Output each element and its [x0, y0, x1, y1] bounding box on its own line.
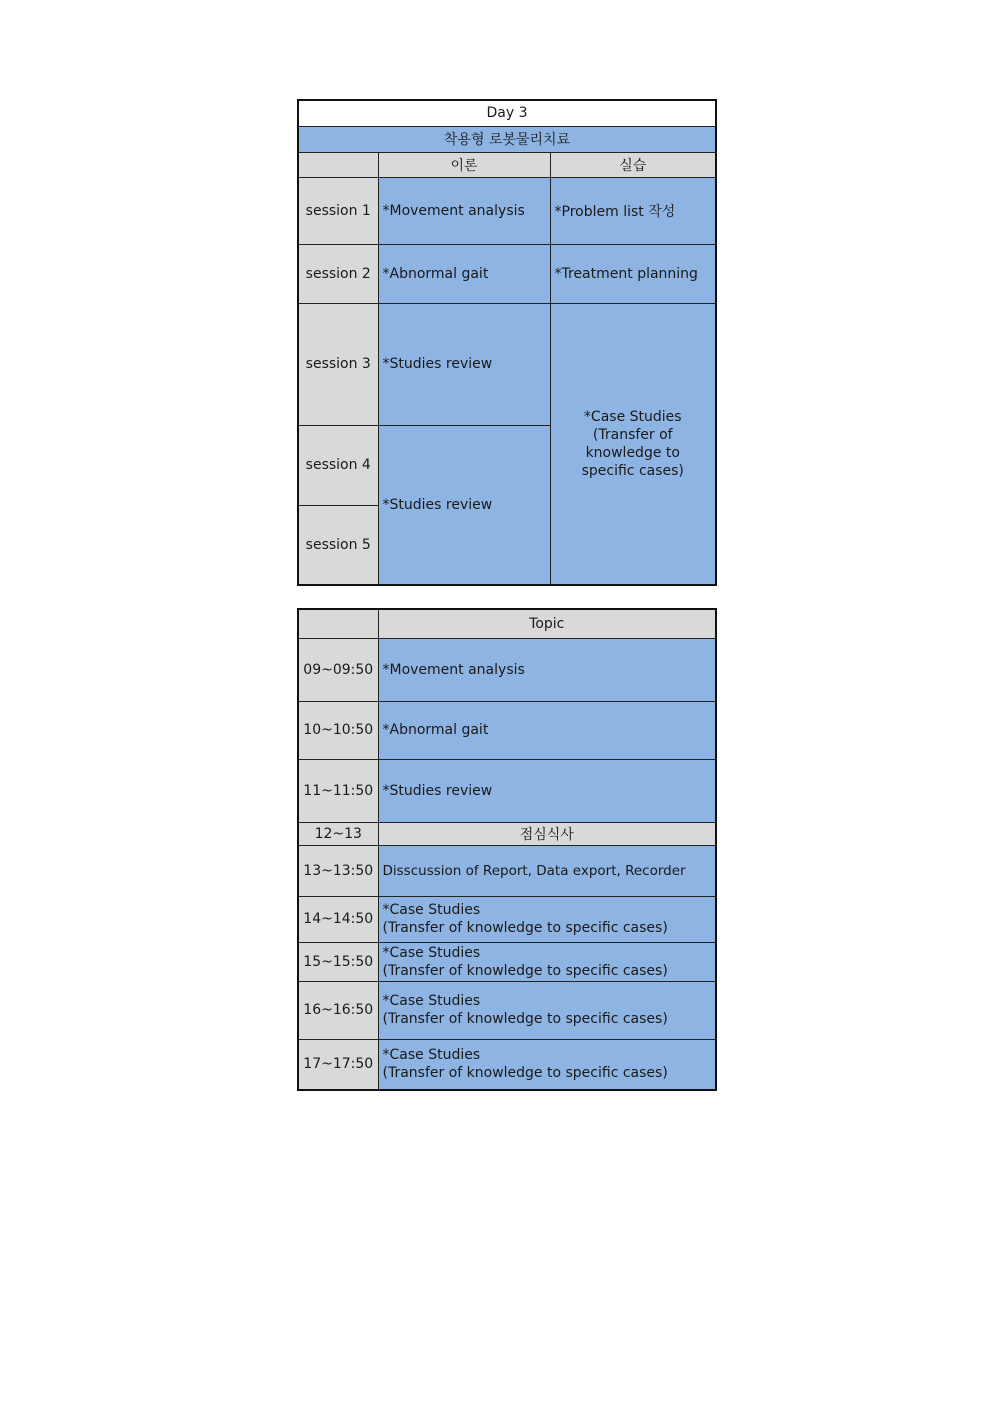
time-cell: 09~09:50	[298, 638, 378, 701]
header-blank	[298, 609, 378, 638]
time-cell: 10~10:50	[298, 701, 378, 759]
session-theory: *Abnormal gait	[378, 244, 550, 303]
day3-table	[297, 99, 717, 586]
time-cell: 12~13	[298, 822, 378, 845]
course-title: 착용형 로봇물리치료	[298, 126, 716, 152]
header-topic: Topic	[378, 609, 716, 638]
session-theory: *Studies review	[378, 303, 550, 425]
topic-cell: *Case Studies (Transfer of knowledge to specific cases)	[378, 896, 716, 942]
header-practice: 실습	[550, 152, 716, 177]
day-title: Day 3	[298, 100, 716, 126]
session-label: session 3	[298, 303, 378, 425]
time-cell: 17~17:50	[298, 1039, 378, 1090]
topic-cell: *Movement analysis	[378, 638, 716, 701]
time-cell: 16~16:50	[298, 981, 378, 1039]
time-cell: 13~13:50	[298, 845, 378, 896]
session-label: session 4	[298, 425, 378, 505]
time-cell: 11~11:50	[298, 759, 378, 822]
lunch-cell: 점심식사	[378, 822, 716, 845]
header-theory: 이론	[378, 152, 550, 177]
session-theory: *Movement analysis	[378, 177, 550, 244]
time-cell: 15~15:50	[298, 942, 378, 981]
topic-cell: *Case Studies (Transfer of knowledge to specific cases)	[378, 981, 716, 1039]
session-practice: *Problem list 작성	[550, 177, 716, 244]
studies-review-merged: *Studies review	[378, 425, 550, 585]
topic-cell: *Case Studies (Transfer of knowledge to specific cases)	[378, 1039, 716, 1090]
topic-cell: *Abnormal gait	[378, 701, 716, 759]
topic-cell: Disscussion of Report, Data export, Recorder	[378, 845, 716, 896]
session-label: session 5	[298, 505, 378, 585]
case-studies-cell: *Case Studies (Transfer of knowledge to specific cases)	[550, 303, 716, 585]
session-practice: *Treatment planning	[550, 244, 716, 303]
schedule-table	[297, 608, 717, 1091]
topic-cell: *Studies review	[378, 759, 716, 822]
session-label: session 1	[298, 177, 378, 244]
header-blank	[298, 152, 378, 177]
topic-cell: *Case Studies (Transfer of knowledge to specific cases)	[378, 942, 716, 981]
session-label: session 2	[298, 244, 378, 303]
time-cell: 14~14:50	[298, 896, 378, 942]
